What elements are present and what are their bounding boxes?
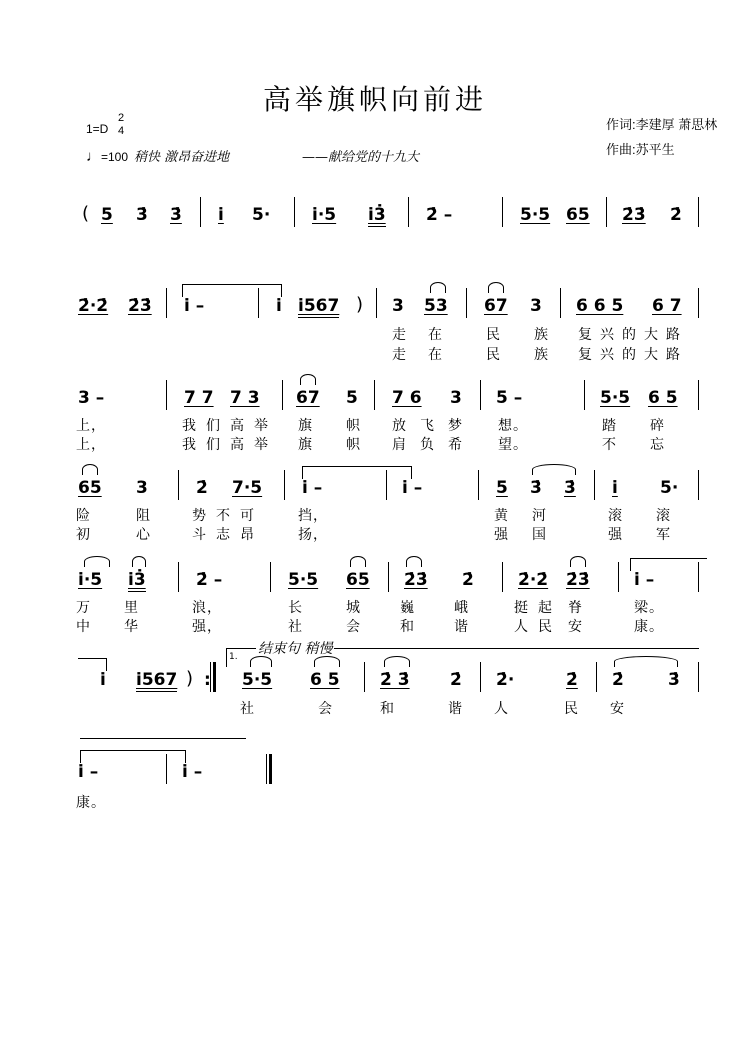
lyric: 人	[494, 701, 509, 717]
barline	[258, 288, 259, 318]
lyric: 浪，	[192, 600, 222, 616]
note: 3̇	[564, 478, 576, 498]
note: 3	[136, 478, 148, 498]
lyric: 强	[494, 527, 509, 543]
note: 65	[566, 205, 590, 225]
slur	[250, 656, 272, 667]
barline	[178, 562, 179, 592]
lyric: 兴	[600, 347, 615, 363]
lyric: 万	[76, 600, 91, 616]
barline	[698, 662, 699, 692]
lyric: 放	[392, 418, 407, 434]
lyric: 长	[288, 600, 303, 616]
lyric: 心	[136, 527, 151, 543]
barline	[594, 470, 595, 500]
lyric: 势	[192, 508, 207, 524]
note: i̇	[100, 670, 106, 690]
note: 2̇3̇	[622, 205, 646, 225]
note: 65	[346, 570, 370, 590]
tempo-marking	[86, 146, 229, 165]
time-signature-bottom: 4	[118, 125, 125, 137]
lyric: 大	[644, 327, 659, 343]
lyric: 会	[318, 701, 333, 717]
repeat-barline	[210, 662, 216, 692]
slur	[488, 282, 504, 293]
barline	[698, 562, 699, 592]
lyric: 黄	[494, 508, 509, 524]
note: 2̇ 3̇	[380, 670, 410, 690]
note: 5	[496, 478, 508, 498]
lyric: 肩	[392, 437, 407, 453]
ending-number: 1.	[229, 652, 238, 662]
lyric: 康。	[634, 619, 664, 635]
barline	[374, 380, 375, 410]
note: i̇ –	[182, 762, 203, 782]
lyric: 高	[230, 418, 245, 434]
song-title: 高举旗帜向前进	[262, 83, 487, 116]
lyric: 志	[216, 527, 231, 543]
note: i̇567	[298, 296, 340, 316]
lyric: 可	[240, 508, 255, 524]
note: 5·5	[242, 670, 273, 690]
note: i̇	[218, 205, 224, 225]
slur	[430, 282, 446, 293]
slur	[300, 374, 316, 385]
note: 5	[101, 205, 113, 225]
barline	[502, 562, 503, 592]
time-signature	[118, 112, 124, 138]
barline	[698, 288, 699, 318]
lyric: 不	[602, 437, 617, 453]
slur	[314, 656, 340, 667]
note: 2̇	[566, 670, 578, 690]
note: i̇	[276, 296, 282, 316]
note: i̇3̇	[368, 205, 386, 225]
lyric: 上，	[76, 437, 106, 453]
lyric: 的	[622, 347, 637, 363]
note: i̇ –	[634, 570, 655, 590]
lyric: 上，	[76, 418, 106, 434]
note: 7·5	[232, 478, 263, 498]
barline	[584, 380, 585, 410]
note: 67	[484, 296, 508, 316]
lyric: 巍	[400, 600, 415, 616]
music-row-3	[0, 388, 750, 422]
barline	[284, 470, 285, 500]
barline	[166, 288, 167, 318]
lyric: 民	[486, 347, 501, 363]
lyricist: 作词:李建厚 萧思林	[606, 117, 718, 132]
note: 3	[450, 388, 462, 408]
slur	[350, 556, 366, 567]
barline	[364, 662, 365, 692]
note: 2̇	[196, 478, 208, 498]
final-barline	[266, 754, 272, 784]
lyric: 谐	[448, 701, 463, 717]
note: i̇ –	[302, 478, 323, 498]
barline	[270, 562, 271, 592]
barline	[166, 754, 167, 784]
music-row-6	[0, 670, 750, 704]
lyric: 中	[76, 619, 91, 635]
lyric: 帜	[346, 418, 361, 434]
lyric: 脊	[568, 600, 583, 616]
note: 2̇·2̇	[78, 296, 109, 316]
lyric: 我	[182, 437, 197, 453]
lyric: 帜	[346, 437, 361, 453]
note: 7 7	[184, 388, 214, 408]
note: 5·5	[600, 388, 631, 408]
note: 3̇	[170, 205, 182, 225]
music-row-1	[0, 205, 750, 239]
slur	[384, 656, 410, 667]
ending-line	[80, 738, 246, 747]
note: 2̇ –	[196, 570, 223, 590]
note: 2̇ –	[426, 205, 453, 225]
note: 65	[78, 478, 102, 498]
lyric: 河	[532, 508, 547, 524]
lyric: 望。	[498, 437, 528, 453]
slur	[82, 464, 98, 475]
lyric: 挺	[514, 600, 529, 616]
lyric: 险	[76, 508, 91, 524]
lyric: 旗	[298, 437, 313, 453]
note: 7 6	[392, 388, 422, 408]
barline	[606, 197, 607, 227]
lyric: 梁。	[634, 600, 664, 616]
note: 3̇	[668, 670, 680, 690]
lyric: 华	[124, 619, 139, 635]
lyric: 飞	[420, 418, 435, 434]
lyric: 峨	[454, 600, 469, 616]
ending-instruction: 结束句 稍慢	[256, 638, 334, 658]
lyric: 踏	[602, 418, 617, 434]
slur	[132, 556, 146, 567]
quarter-note-icon: ♩	[86, 148, 101, 165]
lyric: 人	[514, 619, 529, 635]
lyric: 滚	[656, 508, 671, 524]
lyric: 族	[534, 347, 549, 363]
lyric: 举	[254, 418, 269, 434]
note: 5·5	[520, 205, 551, 225]
slur	[570, 556, 586, 567]
lyric: 社	[240, 701, 255, 717]
note: 5·	[660, 478, 679, 498]
note: 7 3	[230, 388, 260, 408]
barline	[408, 197, 409, 227]
music-row-2	[0, 296, 750, 330]
lyric: 康。	[76, 795, 106, 811]
note: 2̇	[450, 670, 462, 690]
note: 2̇3̇	[566, 570, 590, 590]
lyric: 走	[392, 347, 407, 363]
note: i̇ –	[78, 762, 99, 782]
lyric: 里	[124, 600, 139, 616]
note: 5·5	[288, 570, 319, 590]
lyric: 民	[538, 619, 553, 635]
lyric: 滚	[608, 508, 623, 524]
lyric: 举	[254, 437, 269, 453]
note: 2̇	[612, 670, 624, 690]
note: i̇	[612, 478, 618, 498]
lyric: 们	[206, 437, 221, 453]
lyric: 兴	[600, 327, 615, 343]
lyric: 我	[182, 418, 197, 434]
note: 6 6 5	[576, 296, 624, 316]
note: 6 5	[310, 670, 340, 690]
barline	[698, 470, 699, 500]
barline	[388, 562, 389, 592]
note: 53	[424, 296, 448, 316]
lyric: 希	[448, 437, 463, 453]
composer: 作曲:苏平生	[606, 142, 675, 157]
note: 6 7	[652, 296, 682, 316]
expression-text: 稍快 激昂奋进地	[134, 150, 230, 165]
open-paren: (	[82, 203, 90, 224]
barline	[698, 197, 699, 227]
lyric: 大	[644, 347, 659, 363]
barline	[376, 288, 377, 318]
lyric: 的	[622, 327, 637, 343]
lyric: 们	[206, 418, 221, 434]
lyric: 和	[400, 619, 415, 635]
note: 2̇·2̇	[518, 570, 549, 590]
lyric: 不	[216, 508, 231, 524]
slur	[84, 556, 110, 567]
lyric: 城	[346, 600, 361, 616]
lyric: 安	[568, 619, 583, 635]
lyric: 阻	[136, 508, 151, 524]
tempo-value: =100	[101, 150, 129, 164]
barline	[480, 662, 481, 692]
close-paren: )	[186, 668, 194, 689]
lyric: 民	[564, 701, 579, 717]
note: 3̇	[136, 205, 148, 225]
lyric: 社	[288, 619, 303, 635]
dedication: ——献给党的十九大	[302, 150, 420, 165]
lyric: 初	[76, 527, 91, 543]
lyric: 在	[428, 347, 443, 363]
barline	[466, 288, 467, 318]
lyric: 高	[230, 437, 245, 453]
lyric: 强	[608, 527, 623, 543]
lyric: 谐	[454, 619, 469, 635]
lyric: 旗	[298, 418, 313, 434]
barline	[478, 470, 479, 500]
music-row-7	[0, 762, 750, 796]
note: i̇567	[136, 670, 178, 690]
note: 3 –	[78, 388, 105, 408]
lyric: 安	[610, 701, 625, 717]
lyric: 和	[380, 701, 395, 717]
note: 2̇·	[496, 670, 515, 690]
lyric: 起	[538, 600, 553, 616]
barline	[294, 197, 295, 227]
barline	[560, 288, 561, 318]
lyric: 梦	[448, 418, 463, 434]
note: 2̇3̇	[128, 296, 152, 316]
note: 5·	[252, 205, 271, 225]
barline	[480, 380, 481, 410]
slur	[614, 656, 678, 667]
lyric: 会	[346, 619, 361, 635]
note: i̇ –	[402, 478, 423, 498]
lyric: 强，	[192, 619, 222, 635]
lyric: 军	[656, 527, 671, 543]
lyric: 昂	[240, 527, 255, 543]
barline	[386, 470, 387, 500]
note: 3	[392, 296, 404, 316]
lyric: 忘	[650, 437, 665, 453]
barline	[200, 197, 201, 227]
barline	[698, 380, 699, 410]
note: 67	[296, 388, 320, 408]
note: i̇ –	[184, 296, 205, 316]
lyric: 复	[578, 347, 593, 363]
note: i̇·5	[78, 570, 103, 590]
lyric: 路	[666, 327, 681, 343]
note: 5 –	[496, 388, 523, 408]
barline	[178, 470, 179, 500]
note: 3̇	[530, 478, 542, 498]
lyric: 扬，	[298, 527, 328, 543]
key-signature: 1=D	[86, 122, 109, 136]
lyric: 斗	[192, 527, 207, 543]
close-paren: )	[356, 294, 364, 315]
note: 5	[346, 388, 358, 408]
lyric: 挡，	[298, 508, 328, 524]
barline	[166, 380, 167, 410]
note: 2̇	[670, 205, 682, 225]
barline	[596, 662, 597, 692]
music-row-4	[0, 478, 750, 512]
barline	[502, 197, 503, 227]
note: 3	[530, 296, 542, 316]
lyric: 路	[666, 347, 681, 363]
slur	[532, 464, 576, 475]
note: i̇3̇	[128, 570, 146, 590]
note: i̇·5	[312, 205, 337, 225]
lyric: 民	[486, 327, 501, 343]
time-signature-top: 2	[118, 112, 125, 124]
credits	[606, 112, 717, 162]
repeat-sign: :	[204, 670, 211, 690]
lyric: 国	[532, 527, 547, 543]
lyric: 族	[534, 327, 549, 343]
lyric: 在	[428, 327, 443, 343]
lyric: 走	[392, 327, 407, 343]
lyric: 想。	[498, 418, 528, 434]
note: 6 5	[648, 388, 678, 408]
barline	[282, 380, 283, 410]
lyric: 碎	[650, 418, 665, 434]
note: 2̇	[462, 570, 474, 590]
lyric: 负	[420, 437, 435, 453]
barline	[618, 562, 619, 592]
lyric: 复	[578, 327, 593, 343]
note: 2̇3̇	[404, 570, 428, 590]
slur	[406, 556, 422, 567]
